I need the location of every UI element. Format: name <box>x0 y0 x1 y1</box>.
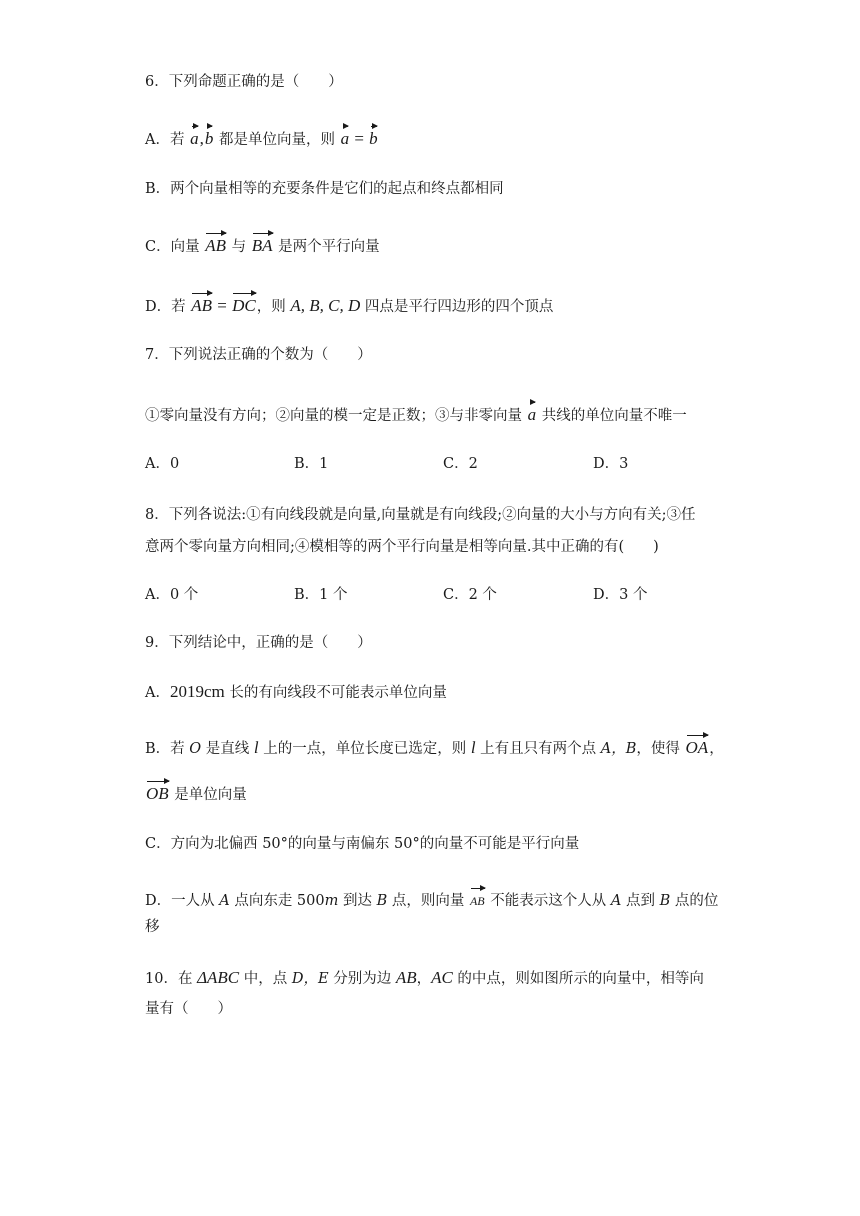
question-8-stem-line1: 8．下列各说法:①有向线段就是向量,向量就是有向线段;②向量的大小与方向有关;③任 <box>145 507 696 523</box>
question-6-stem: 6．下列命题正确的是（ ） <box>145 74 343 90</box>
vector-ab: AB <box>191 291 212 317</box>
question-9-option-d-line2: 移 <box>145 919 160 935</box>
vector-a: a <box>341 124 350 150</box>
question-9-option-c: C．方向为北偏西 50°的向量与南偏东 50°的向量不可能是平行向量 <box>145 836 580 852</box>
vector-dc: DC <box>232 291 256 317</box>
question-7-option-c: C．2 <box>443 456 478 472</box>
question-8-stem-line2: 意两个零向量方向相同;④模相等的两个平行向量是相等向量.其中正确的有( ) <box>145 539 659 555</box>
question-9-stem: 9．下列结论中，正确的是（ ） <box>145 635 372 651</box>
vector-ba: BA <box>252 231 273 257</box>
question-8-option-b: B．1 个 <box>294 587 348 603</box>
question-6-option-b: B．两个向量相等的充要条件是它们的起点和终点都相同 <box>145 181 504 197</box>
question-8-option-a: A．0 个 <box>145 587 199 603</box>
question-7-option-d: D．3 <box>593 456 629 472</box>
vector-ab: AB <box>205 231 226 257</box>
vector-ab: AB <box>470 886 485 912</box>
question-7-stem: 7．下列说法正确的个数为（ ） <box>145 347 372 363</box>
question-6-option-d: D．若 AB = DC，则 A, B, C, D 四点是平行四边形的四个顶点 <box>145 291 553 318</box>
question-7-option-a: A．0 <box>145 456 180 472</box>
question-10-stem-line1: 10．在 ΔABC 中，点 D，E 分别为边 AB，AC 的中点，则如图所示的向量中，相等向 <box>145 968 704 987</box>
question-8-option-c: C．2 个 <box>443 587 497 603</box>
question-6-option-a: A．若 a, b 都是单位向量，则 a = b <box>145 124 379 151</box>
question-9-option-a: A．2019cm 长的有向线段不可能表示单位向量 <box>145 682 447 701</box>
question-10-stem-line2: 量有（ ） <box>145 1001 232 1017</box>
vector-b: b <box>369 124 378 150</box>
question-8-option-d: D．3 个 <box>593 587 648 603</box>
question-9-option-d-line1: D．一人从 A 点向东走 500m 到达 B 点，则向量 AB 不能表示这个人从 A 点到 B 点的位 <box>145 886 718 912</box>
vector-b: b <box>205 124 214 150</box>
vector-oa: OA <box>686 733 709 759</box>
vector-ob: OB <box>146 779 169 805</box>
question-9-option-b-line1: B．若 O 是直线 l 上的一点，单位长度已选定，则 l 上有且只有两个点 A，B，使得 OA， <box>145 733 724 760</box>
question-7-body: ①零向量没有方向；②向量的模一定是正数；③与非零向量 a 共线的单位向量不唯一 <box>145 400 687 427</box>
vector-a: a <box>190 124 199 150</box>
question-6-option-c: C．向量 AB 与 BA 是两个平行向量 <box>145 231 380 258</box>
vector-a: a <box>528 400 537 426</box>
question-9-option-b-line2: OB 是单位向量 <box>145 779 247 806</box>
question-7-option-b: B．1 <box>294 456 329 472</box>
